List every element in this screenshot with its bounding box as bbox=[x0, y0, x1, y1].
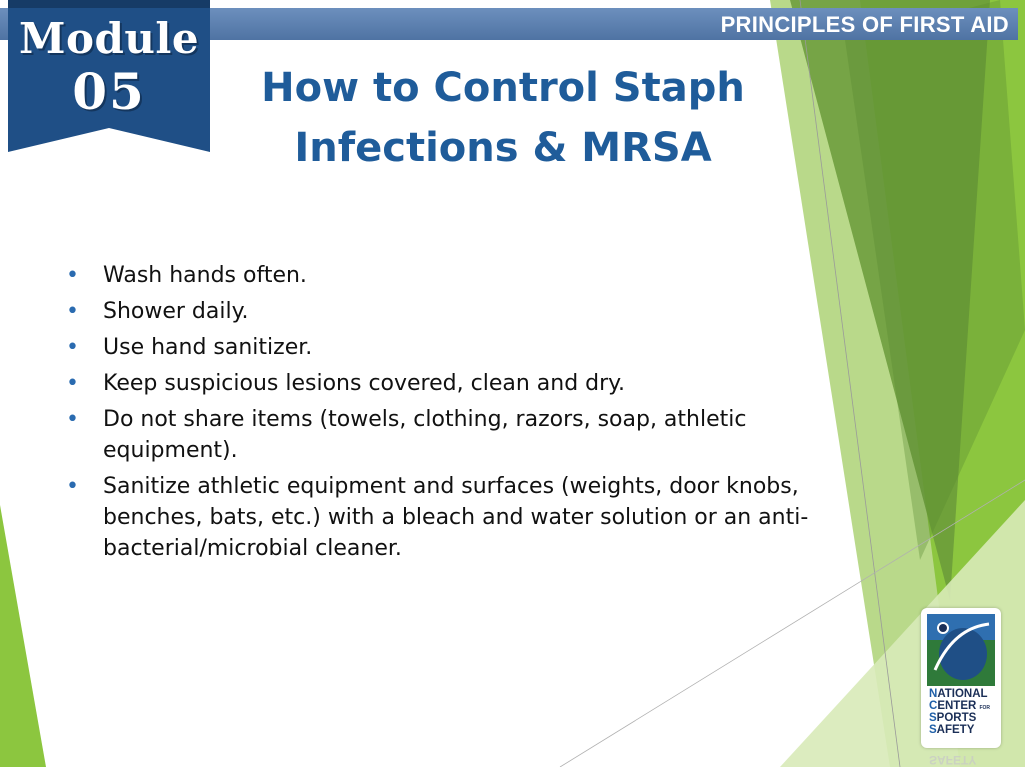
ncss-logo bbox=[921, 608, 1001, 748]
bullet-item: • Wash hands often. bbox=[60, 260, 850, 291]
bullet-item: • Keep suspicious lesions covered, clean and dry. bbox=[60, 368, 850, 399]
module-label: Module bbox=[18, 14, 200, 63]
module-number: 05 bbox=[72, 62, 146, 121]
logo-line-safety: SAFETY bbox=[929, 724, 975, 736]
bullet-item: • Shower daily. bbox=[60, 296, 850, 327]
logo-line-sports: SPORTS bbox=[929, 712, 977, 724]
slide-title bbox=[200, 58, 806, 178]
slide-title-line-2: Infections & MRSA bbox=[294, 125, 712, 171]
logo-reflection: SAFETY bbox=[929, 753, 977, 767]
header-title: PRINCIPLES OF FIRST AID bbox=[720, 12, 1009, 37]
logo-for-text: FOR bbox=[979, 705, 991, 711]
logo-graphic bbox=[927, 614, 995, 686]
bullet-list bbox=[60, 260, 850, 569]
logo-line-national: NATIONAL bbox=[929, 688, 988, 700]
bullet-item: • Do not share items (towels, clothing, razors, soap, athletic equipment). bbox=[60, 404, 850, 466]
bullet-item: • Sanitize athletic equipment and surfaces (weights, door knobs, benches, bats, etc.) with a bleach and water solution or an anti-bacterial/microbial cleaner. bbox=[60, 471, 850, 564]
bullet-item: • Use hand sanitizer. bbox=[60, 332, 850, 363]
slide-title-line-1: How to Control Staph bbox=[261, 65, 745, 111]
left-green-shape bbox=[0, 505, 46, 767]
logo-line-center: CENTER FOR bbox=[929, 700, 991, 712]
